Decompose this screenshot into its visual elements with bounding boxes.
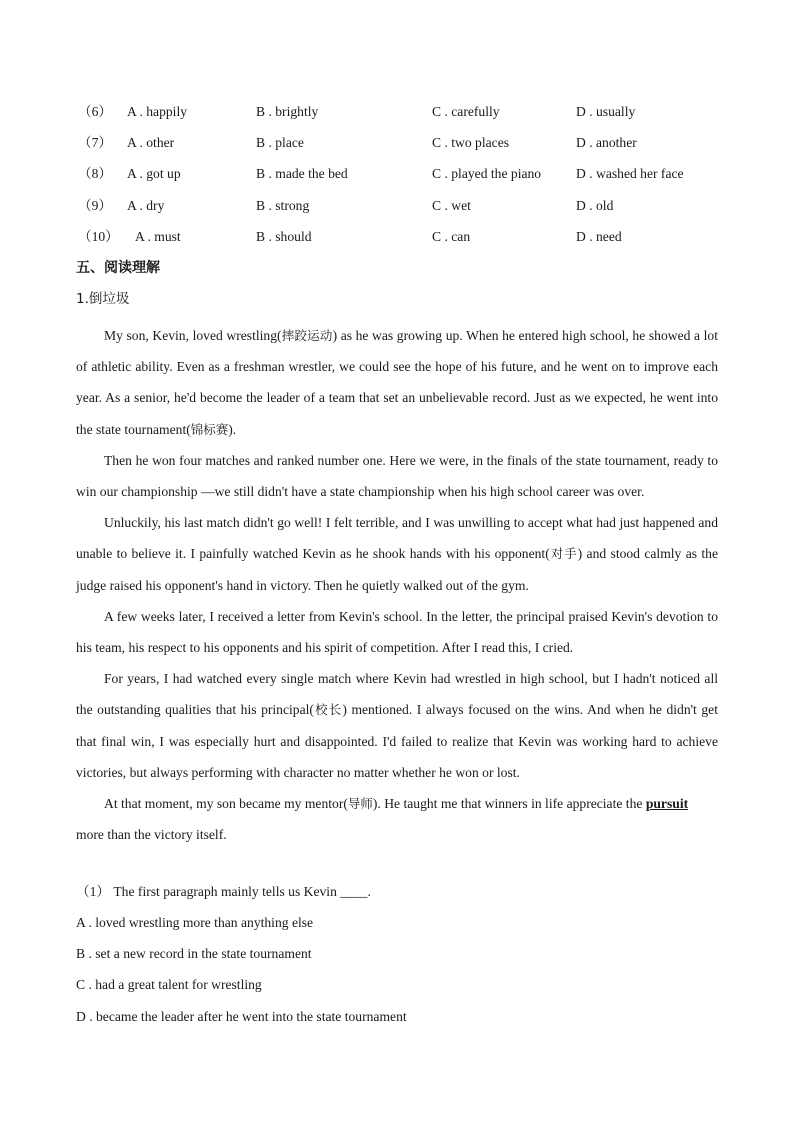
option-d: D . another bbox=[576, 135, 637, 150]
question-number: （10） bbox=[78, 229, 119, 244]
text-run: ) as he was growing up. When he entered high school, he showed a lot of athletic ability. Even as a freshman wrestler, we could see the hope of his future, and he went on to improve each year. As a senior, he'd become the leader of a team that set an unbelievable record. Just as we expected, he went into the state tournament( bbox=[76, 328, 718, 437]
option-b: B . place bbox=[256, 135, 304, 150]
text-run: At that moment, my son became my mentor( bbox=[104, 796, 348, 812]
option-b: B . should bbox=[256, 229, 312, 244]
chinese-gloss: 锦标赛 bbox=[190, 421, 229, 437]
keyword-underlined: pursuit bbox=[645, 796, 689, 812]
paragraph-3 bbox=[76, 507, 718, 601]
paragraph-2: Then he won four matches and ranked number one. Here we were, in the finals of the state tournament, ready to win our championship —we still didn't have a state championship when his high school career was over. bbox=[76, 452, 718, 500]
chinese-gloss: 摔跤运动 bbox=[281, 328, 333, 343]
answer-option-c: C . had a great talent for wrestling bbox=[76, 977, 262, 992]
option-a: A . happily bbox=[127, 104, 188, 119]
reading-passage bbox=[76, 320, 718, 850]
text-run: For years, I had watched every single match where Kevin had wrestled in high school, but I hadn't noticed all the outstanding qualities that his principal( bbox=[76, 671, 718, 718]
text-run: Unluckily, his last match didn't go well! I felt terrible, and I was unwilling to accept what had just happened and unable to believe it. I painfully watched Kevin as he shook hands with his opponent( bbox=[76, 515, 718, 562]
option-c: C . two places bbox=[432, 135, 510, 150]
text-run: more than the victory itself. bbox=[76, 827, 227, 843]
text-run: My son, Kevin, loved wrestling( bbox=[104, 328, 282, 343]
text-run: ) mentioned. I always focused on the wins. And when he didn't get that final win, I was especially hurt and disappointed. I'd failed to realize that Kevin was working hard to achieve victories, but always performing with character no matter whether he won or lost. bbox=[76, 702, 718, 780]
answer-option-d: D . became the leader after he went into the state tournament bbox=[76, 1009, 407, 1024]
chinese-gloss: 对手 bbox=[549, 546, 578, 562]
option-c: C . can bbox=[432, 229, 471, 244]
option-d: D . washed her face bbox=[576, 166, 684, 181]
text-run: ). bbox=[228, 421, 237, 437]
text-run: ). He taught me that winners in life appreciate the bbox=[372, 796, 646, 812]
question-number: （6） bbox=[78, 104, 112, 119]
question-number: （9） bbox=[78, 198, 112, 213]
paragraph-1 bbox=[76, 320, 718, 445]
cloze-option-row bbox=[78, 102, 738, 122]
cloze-option-row bbox=[78, 227, 738, 247]
option-c: C . played the piano bbox=[432, 166, 542, 181]
paragraph-5 bbox=[76, 663, 718, 788]
question-stem: （1） The first paragraph mainly tells us Kevin ____. bbox=[76, 884, 371, 899]
answer-option-a: A . loved wrestling more than anything else bbox=[76, 915, 314, 930]
paragraph-4: A few weeks later, I received a letter from Kevin's school. In the letter, the principal praised Kevin's devotion to his team, his respect to his opponents and his spirit of competition. After I read this, I cried. bbox=[76, 608, 718, 656]
option-a: A . got up bbox=[127, 166, 181, 181]
option-b: B . made the bed bbox=[256, 166, 348, 181]
option-d: D . usually bbox=[576, 104, 636, 119]
question-number: （7） bbox=[78, 135, 112, 150]
chinese-gloss: 校长 bbox=[313, 702, 343, 718]
option-a: A . dry bbox=[127, 198, 165, 213]
option-b: B . strong bbox=[256, 198, 310, 213]
option-a: A . other bbox=[127, 135, 175, 150]
text-run: ) and stood calmly as the judge raised his opponent's hand in victory. Then he quietly walked out of the gym. bbox=[76, 546, 718, 593]
option-b: B . brightly bbox=[256, 104, 319, 119]
passage-title: 1.倒垃圾 bbox=[76, 291, 130, 307]
option-c: C . carefully bbox=[432, 104, 500, 119]
option-d: D . need bbox=[576, 229, 622, 244]
cloze-option-row bbox=[78, 164, 738, 184]
answer-option-b: B . set a new record in the state tournament bbox=[76, 946, 312, 961]
question-number: （8） bbox=[78, 166, 112, 181]
option-c: C . wet bbox=[432, 198, 471, 213]
cloze-option-row bbox=[78, 196, 738, 216]
cloze-option-row bbox=[78, 133, 738, 153]
option-a: A . must bbox=[135, 229, 181, 244]
section-heading: 五、阅读理解 bbox=[76, 260, 160, 276]
paragraph-6 bbox=[76, 788, 718, 850]
option-d: D . old bbox=[576, 198, 614, 213]
chinese-gloss: 导师 bbox=[347, 796, 373, 812]
